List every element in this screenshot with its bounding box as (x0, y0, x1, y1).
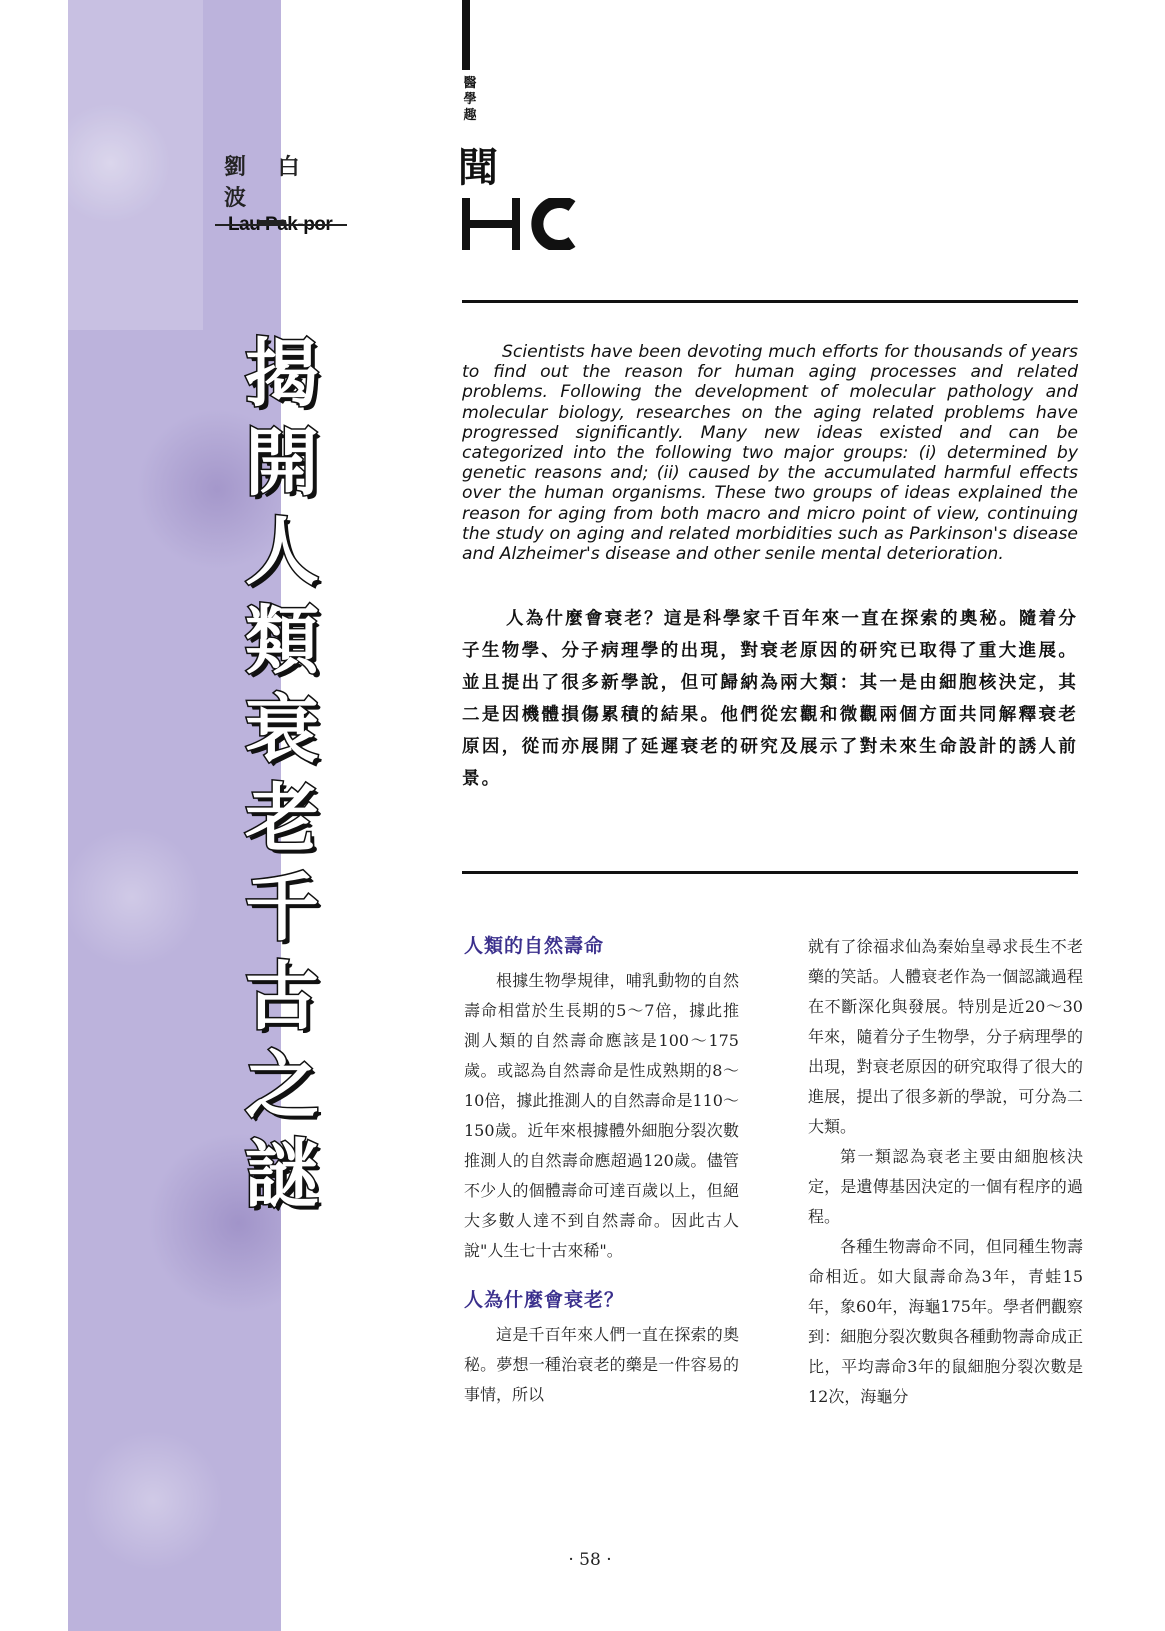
title-char: 千 (245, 865, 319, 951)
title-char: 衰 (245, 687, 319, 773)
logo-top-bar (462, 0, 470, 70)
strip-highlight (68, 0, 203, 330)
article-title (232, 330, 332, 1220)
title-char: 人 (245, 509, 319, 595)
column-label (462, 76, 478, 124)
title-char: 謎 (245, 1132, 319, 1218)
hc-logo-icon (462, 198, 582, 254)
english-abstract: Scientists have been devoting much efforts for thousands of years to find out the reason for human aging processes and related problems. Following the development of molecular pathology and molecular biology, researches on the aging related problems have progressed significantly. Many new ideas existed and can be categorized into the following two major groups: (i) determined by genetic reasons and; (ii) caused by the accumulated harmful effects over the human organisms. These two groups of ideas explained the reason for aging from both macro and micro point of view, continuing the study on aging and related morbidities such as Parkinson's disease and Alzheimer's disease and other senile mental deterioration. (462, 342, 1078, 565)
column-label-char: 趣 (463, 108, 477, 123)
column-label-char: 醫 (463, 76, 477, 91)
author-divider-accent (258, 220, 286, 226)
body-paragraph: 根據生物學規律，哺乳動物的自然壽命相當於生長期的5〜7倍，據此推測人類的自然壽命應該是100〜175歲。或認為自然壽命是性成熟期的8〜10倍，據此推測人的自然壽命是110〜150歲。近年來根據體外細胞分裂次數推測人的自然壽命應超過120歲。儘管不少人的個體壽命可達百歲以上，但絕大多數人達不到自然壽命。因此古人說"人生七十古來稀"。 (464, 971, 739, 1260)
author-name-zh: 劉 白 波 (224, 155, 312, 211)
author-name-en: Lau Pak-por (228, 214, 333, 235)
title-char: 之 (245, 1043, 319, 1129)
section-heading: 人類的自然壽命 (464, 935, 605, 957)
chinese-summary: 人為什麼會衰老？這是科學家千百年來一直在探索的奧秘。隨着分子生物學、分子病理學的出現，對衰老原因的研究已取得了重大進展。並且提出了很多新學說，但可歸納為兩大類：其一是由細胞核決定，其二是因機體損傷累積的結果。他們從宏觀和微觀兩個方面共同解釋衰老原因，從而亦展開了延遲衰老的研究及展示了對未來生命設計的誘人前景。 (462, 609, 1078, 789)
page-number: · 58 · (568, 1550, 612, 1570)
body-paragraph: 各種生物壽命不同，但同種生物壽命相近。如大鼠壽命為3年，青蛙15年，象60年，海龜175年。學者們觀察到：細胞分裂次數與各種動物壽命成正比，平均壽命3年的鼠細胞分裂次數是12次，海龜分 (808, 1237, 1083, 1406)
title-char: 揭 (245, 331, 319, 417)
summary-divider (462, 871, 1078, 874)
section-heading: 人為什麼會衰老？ (464, 1289, 625, 1311)
title-char: 類 (245, 598, 319, 684)
title-char: 老 (245, 776, 319, 862)
top-divider (462, 300, 1078, 303)
body-paragraph: 這是千百年來人們一直在探索的奧秘。夢想一種治衰老的藥是一件容易的事情，所以 (464, 1325, 739, 1404)
column-label-char: 學 (463, 92, 477, 107)
title-char: 開 (245, 420, 319, 506)
body-paragraph: 就有了徐福求仙為秦始皇尋求長生不老藥的笑話。人體衰老作為一個認識過程在不斷深化與發展。特別是近20〜30年來，隨着分子生物學，分子病理學的出現，對衰老原因的研究取得了很大的進展，提出了很多新的學說，可分為二大類。 (808, 937, 1083, 1136)
column-logo-char: 聞 (458, 145, 498, 191)
body-paragraph: 第一類認為衰老主要由細胞核決定，是遺傳基因決定的一個有程序的過程。 (808, 1147, 1083, 1226)
body-column-right (808, 932, 1083, 1412)
body-column-left (464, 930, 739, 1410)
title-char: 古 (245, 954, 319, 1040)
